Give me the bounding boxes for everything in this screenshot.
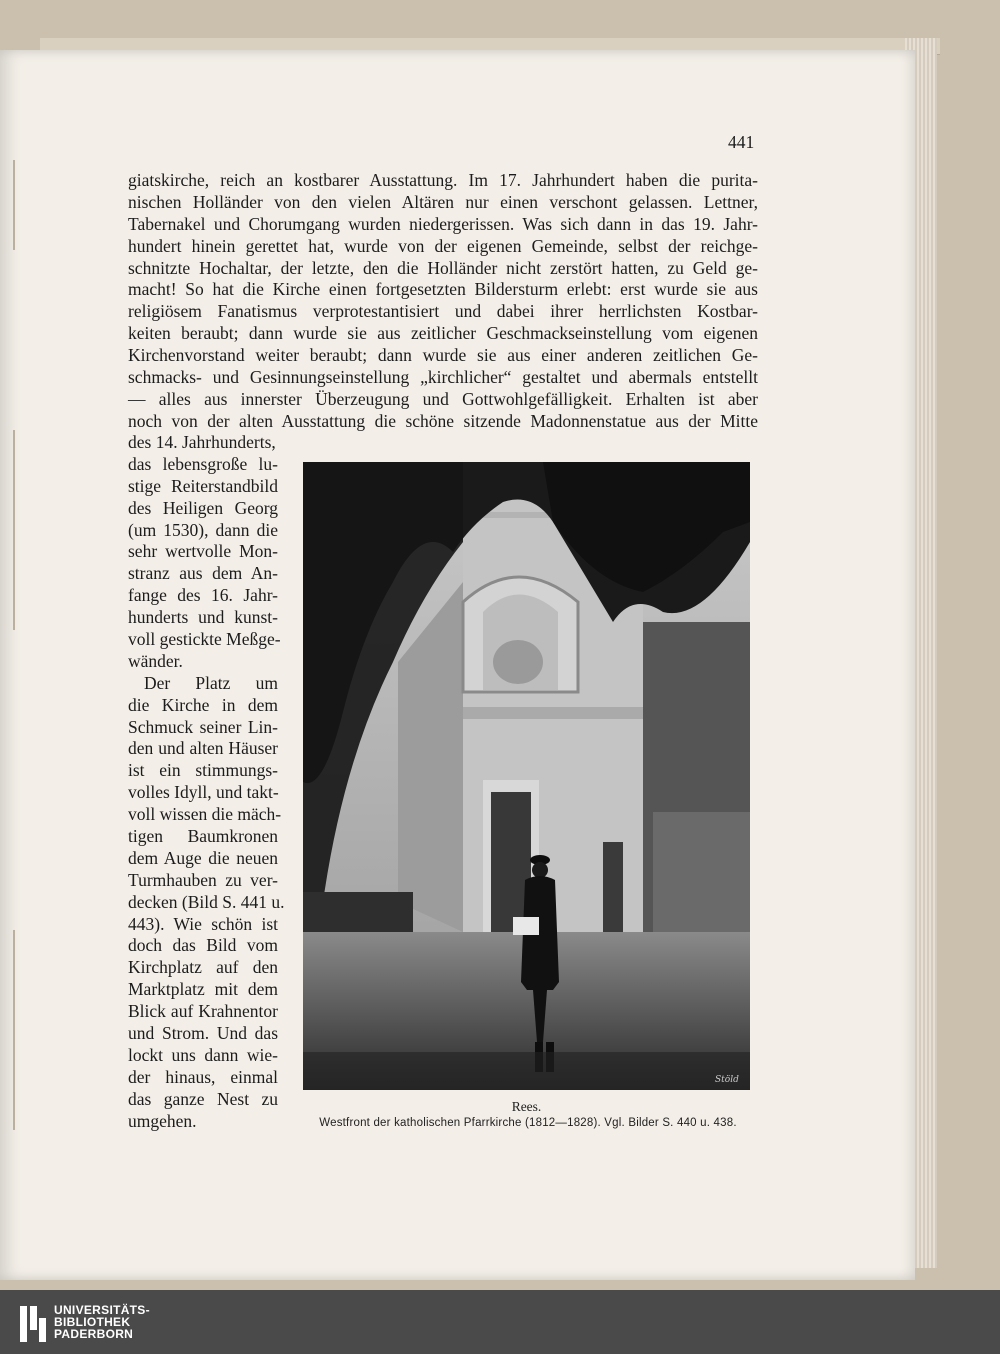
- text-line: schnitzte Hochaltar, der letzte, den die Holländer nicht zerstört hatten, zu Geld ge-: [128, 257, 758, 278]
- text-line: das lebensgroße lu-: [128, 453, 278, 474]
- text-line: die Kirche in dem: [128, 694, 278, 715]
- page-number: 441: [728, 132, 755, 152]
- text-line: hunderts und kunst-: [128, 607, 278, 628]
- text-line: fange des 16. Jahr-: [128, 585, 278, 606]
- text-line: umgehen.: [128, 1110, 197, 1131]
- text-line: sehr wertvolle Mon-: [128, 541, 278, 562]
- text-line: decken (Bild S. 441 u.: [128, 891, 285, 912]
- text-line: volles Idyll, und takt-: [128, 782, 279, 803]
- text-line: (um 1530), dann die: [128, 519, 278, 540]
- main-paragraph: [128, 170, 758, 433]
- text-line: ist ein stimmungs-: [128, 760, 278, 781]
- text-line: Schmuck seiner Lin-: [128, 716, 278, 737]
- text-line: Kirchplatz auf den: [128, 957, 278, 978]
- text-line: voll wissen die mäch-: [128, 804, 282, 825]
- text-line: und Strom. Und das: [128, 1023, 278, 1044]
- text-line: giatskirche, reich an kostbarer Ausstattung. Im 17. Jahrhundert haben die purita-: [128, 170, 758, 190]
- binding-stitch: [13, 430, 21, 630]
- text-line: Turmhauben zu ver-: [128, 869, 278, 890]
- text-line: das ganze Nest zu: [128, 1088, 278, 1109]
- text-line: macht! So hat die Kirche einen fortgesetzten Bildersturm erlebt: erst wurde sie aus: [128, 279, 758, 300]
- photographer-signature: Stöld: [715, 1075, 739, 1085]
- text-line: den und alten Häuser: [128, 738, 278, 759]
- text-line: des Heiligen Georg: [128, 497, 278, 518]
- text-line: der hinaus, einmal: [128, 1066, 278, 1087]
- text-line: hundert hinein gerettet hat, wurde von der eigenen Gemeinde, selbst der reichge-: [128, 235, 758, 256]
- text-line: keiten beraubt; dann wurde sie aus zeitlicher Geschmackseinstellung vom eigenen: [128, 323, 758, 344]
- text-line: Marktplatz mit dem: [128, 979, 278, 1000]
- text-line: doch das Bild vom: [128, 935, 278, 956]
- text-line: Tabernakel und Chorumgang wurden niedergerissen. Was sich dann in das 19. Jahr-: [128, 213, 758, 234]
- church-illustration: [303, 462, 750, 1090]
- library-name: [54, 1304, 150, 1340]
- text-line: Der Platz um: [144, 672, 278, 693]
- text-line: tigen Baumkronen: [128, 826, 278, 847]
- church-photograph: [303, 462, 750, 1090]
- library-name-line: UNIVERSITÄTS-: [54, 1303, 150, 1317]
- library-name-line: BIBLIOTHEK: [54, 1315, 131, 1329]
- binding-stitch: [13, 930, 21, 1130]
- side-column-text: [128, 432, 285, 1133]
- text-line: Kirchenvorstand weiter beraubt; dann wurde sie aus einer anderen zeitlichen Ge-: [128, 345, 758, 366]
- binding-stitch: [13, 160, 21, 250]
- text-line: des 14. Jahrhunderts,: [128, 432, 276, 452]
- text-line: nischen Holländer von den vielen Altären nur einen verschont gelassen. Lettner,: [128, 191, 758, 212]
- caption-text: Westfront der katholischen Pfarrkirche (1812—1828). Vgl. Bilder S. 440 u. 438.: [319, 1117, 737, 1129]
- text-line: noch von der alten Ausstattung die schöne sitzende Madonnenstatue aus der Mitte: [128, 410, 758, 431]
- library-logo-icon: [20, 1306, 46, 1342]
- text-line: schmacks- und Gesinnungseinstellung „kirchlicher“ gestaltet und abermals entstellt: [128, 367, 758, 388]
- library-name-line: PADERBORN: [54, 1327, 134, 1341]
- text-line: religiösem Fanatismus verprotestantisiert und dabei ihrer herrlichsten Kostbar-: [128, 301, 758, 322]
- library-footer: [0, 1290, 1000, 1354]
- text-line: voll gestickte Meßge-: [128, 629, 281, 650]
- text-line: stranz aus dem An-: [128, 563, 278, 584]
- text-line: wänder.: [128, 650, 183, 671]
- text-line: 443). Wie schön ist: [128, 913, 278, 934]
- text-line: stige Reiterstandbild: [128, 475, 278, 496]
- text-line: dem Auge die neuen: [128, 847, 278, 868]
- text-line: — alles aus innerster Überzeugung und Gottwohlgefälligkeit. Erhalten ist aber: [128, 388, 758, 409]
- caption-title: Rees.: [511, 1099, 542, 1114]
- text-line: lockt uns dann wie-: [128, 1044, 278, 1065]
- text-line: Blick auf Krahnentor: [128, 1001, 278, 1022]
